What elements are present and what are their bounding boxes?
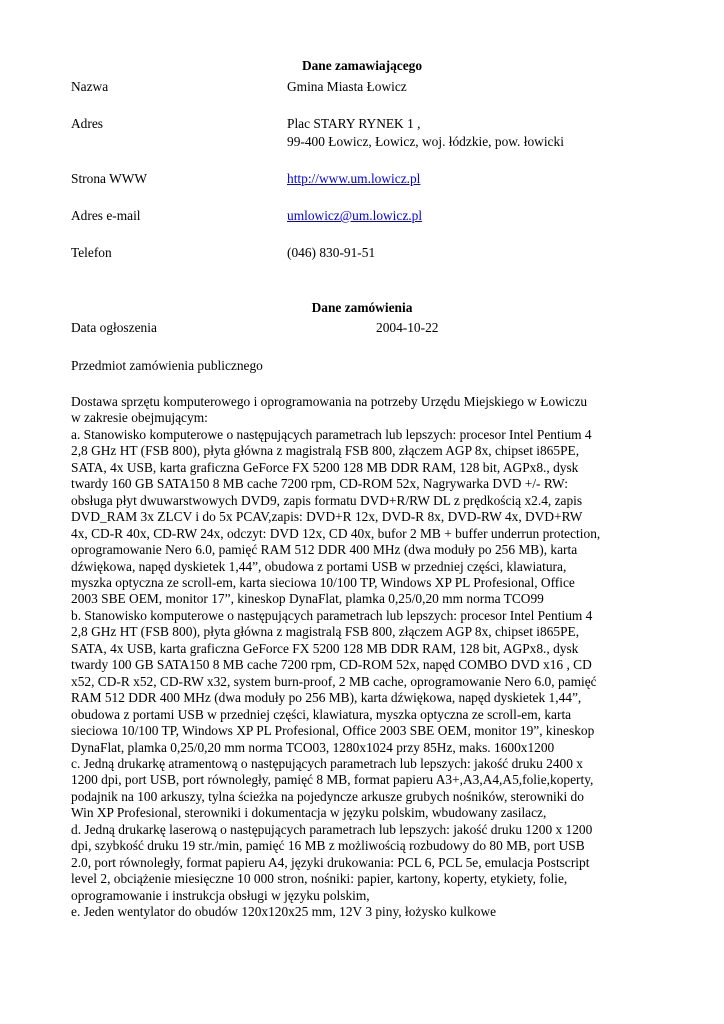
name-label: Nazwa [71, 79, 109, 94]
order-heading: Dane zamówienia [311, 300, 413, 315]
phone-value: (046) 830-91-51 [287, 245, 376, 260]
address-label: Adres [71, 116, 103, 131]
phone-label: Telefon [71, 245, 112, 260]
name-value: Gmina Miasta Łowicz [287, 79, 407, 94]
orderer-heading: Dane zamawiającego [301, 58, 423, 73]
www-link[interactable]: http://www.um.lowicz.pl [287, 171, 421, 186]
date-value: 2004-10-22 [376, 320, 439, 335]
date-label: Data ogłoszenia [71, 320, 157, 335]
email-link[interactable]: umlowicz@um.lowicz.pl [287, 208, 423, 223]
order-description: Dostawa sprzętu komputerowego i oprogramowania na potrzeby Urzędu Miejskiego w Łowiczu w zakresie obejmującym: a. Stanowisko komputerowe o następujących parametrach lub lepszych: procesor Intel Pentium 4 2,8 GHz HT (FSB 800), płyta główna z magistralą FSB 800, złączem AGP 8x, chipset i865PE, SATA, 4x USB, karta graficzna GeForce FX 5200 128 MB DDR RAM, 128 bit, AGPx8., dysk twardy 160 GB SATA150 8 MB cache 7200 rpm, CD-ROM 52x, Nagrywarka DVD +/- RW: obsługa płyt dwuwarstwowych DVD9, zapis formatu DVD+R/RW DL z prędkością x2.4, zapis DVD_RAM 3x ZLCV i do 5x PCAV,zapis: DVD+R 12x, DVD-R 8x, DVD-RW 4x, DVD+RW 4x, CD-R 40x, CD-RW 24x, odczyt: DVD 12x, CD 40x, bufor 2 MB + buffer underrun protection, oprogramowanie Nero 6.0, pamięć RAM 512 DDR 400 MHz (dwa moduły po 256 MB), karta dźwiękowa, napęd dyskietek 1,44”, obudowa z portami USB w przedniej części, klawiatura, myszka optyczna ze scroll-em, karta sieciowa 10/100 TP, Windows XP PL Profesional, Office 2003 SBE OEM, monitor 17”, kineskop DynaFlat, plamka 0,25/0,20 mm norma TCO99 b. Stanowisko komputerowe o następujących parametrach lub lepszych: procesor Intel Pentium 4 2,8 GHz HT (FSB 800), płyta główna z magistralą FSB 800, złączem AGP 8x, chipset i865PE, SATA, 4x USB, karta graficzna GeForce FX 5200 128 MB DDR RAM, 128 bit, AGPx8., dysk twardy 100 GB SATA150 8 MB cache 7200 rpm, CD-ROM 52x, napęd COMBO DVD x16 , CD x52, CD-R x52, CD-RW x32, system burn-proof, 2 MB cache, oprogramowanie Nero 6.0, pamięć RAM 512 DDR 400 MHz (dwa moduły po 256 MB), karta dźwiękowa, napęd dyskietek 1,44”, obudowa z portami USB w przedniej części, klawiatura, myszka optyczna ze scroll-em, karta sieciowa 10/100 TP, Windows XP PL Profesional, Office 2003 SBE OEM, monitor 19”, kineskop DynaFlat, plamka 0,25/0,20 mm norma TCO03, 1280x1024 przy 85Hz, maks. 1600x1200 c. Jedną drukarkę atramentową o następujących parametrach lub lepszych: jakość druku 2400 x 1200 dpi, port USB, port równoległy, pamięć 8 MB, format papieru A3+,A3,A4,A5,folie,koperty, podajnik na 100 arkuszy, tylna ścieżka na pojedyncze arkusze grubych nośników, sterowniki do Win XP Profesional, sterowniki i dokumentacja w języku polskim, wbudowany zasilacz, d. Jedną drukarkę laserową o następujących parametrach lub lepszych: jakość druku 1200 x 1200 dpi, szybkość druku 19 str./min, pamięć 16 MB z możliwością rozbudowy do 80 MB, port USB 2.0, port równoległy, format papieru A4, języki drukowania: PCL 6, PCL 5e, emulacja Postscript level 2, obciążenie miesięczne 10 000 stron, nośniki: papier, kartony, koperty, etykiety, folie, oprogramowanie i instrukcja obsługi w języku polskim, e. Jeden wentylator do obudów 120x120x25 mm, 12V 3 piny, łożysko kulkowe [71, 394, 601, 920]
address-line-2: 99-400 Łowicz, Łowicz, woj. łódzkie, pow. łowicki [287, 134, 564, 149]
email-label: Adres e-mail [71, 208, 141, 223]
www-label: Strona WWW [71, 171, 147, 186]
address-line-1: Plac STARY RYNEK 1 , [287, 116, 421, 131]
subject-label: Przedmiot zamówienia publicznego [71, 358, 263, 373]
